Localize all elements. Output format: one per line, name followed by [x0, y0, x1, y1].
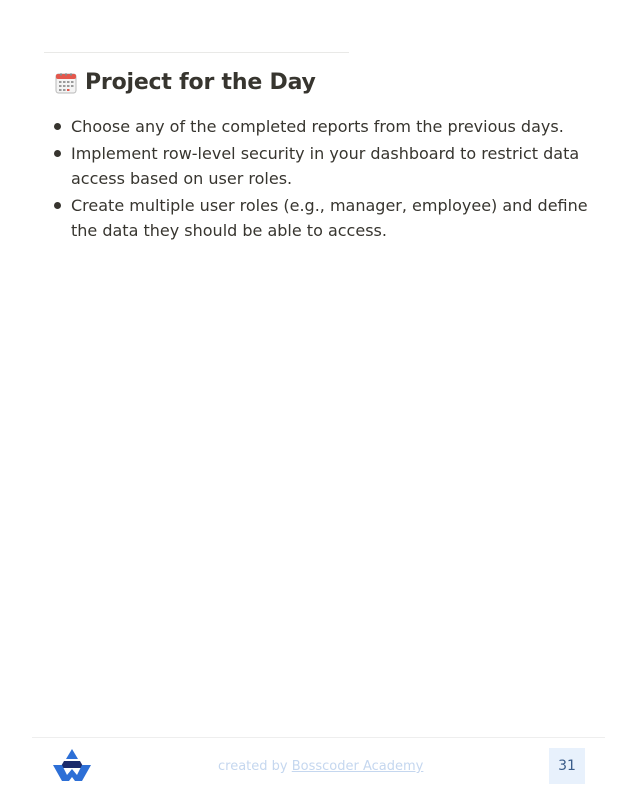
bullet-list [52, 114, 592, 245]
page-number-badge [549, 748, 585, 784]
list-item [52, 141, 592, 191]
bosscoder-logo [51, 748, 93, 782]
footer-credit [218, 759, 423, 774]
bullet-dot [54, 123, 61, 130]
section-heading [55, 70, 316, 95]
bullet-dot [54, 150, 61, 157]
list-item-text: Create multiple user roles (e.g., manager, employee) and define the data they should be able to access. [71, 196, 588, 240]
calendar-icon [55, 72, 77, 94]
list-item-text: Implement row-level security in your dashboard to restrict data access based on user roles. [71, 144, 580, 188]
footer-prefix: created by [218, 759, 292, 774]
bullet-dot [54, 202, 61, 209]
list-item-text: Choose any of the completed reports from the previous days. [71, 117, 564, 136]
bosscoder-academy-link[interactable]: Bosscoder Academy [291, 759, 424, 774]
top-divider [44, 52, 349, 53]
list-item [52, 114, 592, 139]
footer-divider [32, 737, 605, 738]
page-number: 31 [558, 758, 576, 774]
list-item [52, 193, 592, 243]
page-title: Project for the Day [85, 70, 316, 95]
